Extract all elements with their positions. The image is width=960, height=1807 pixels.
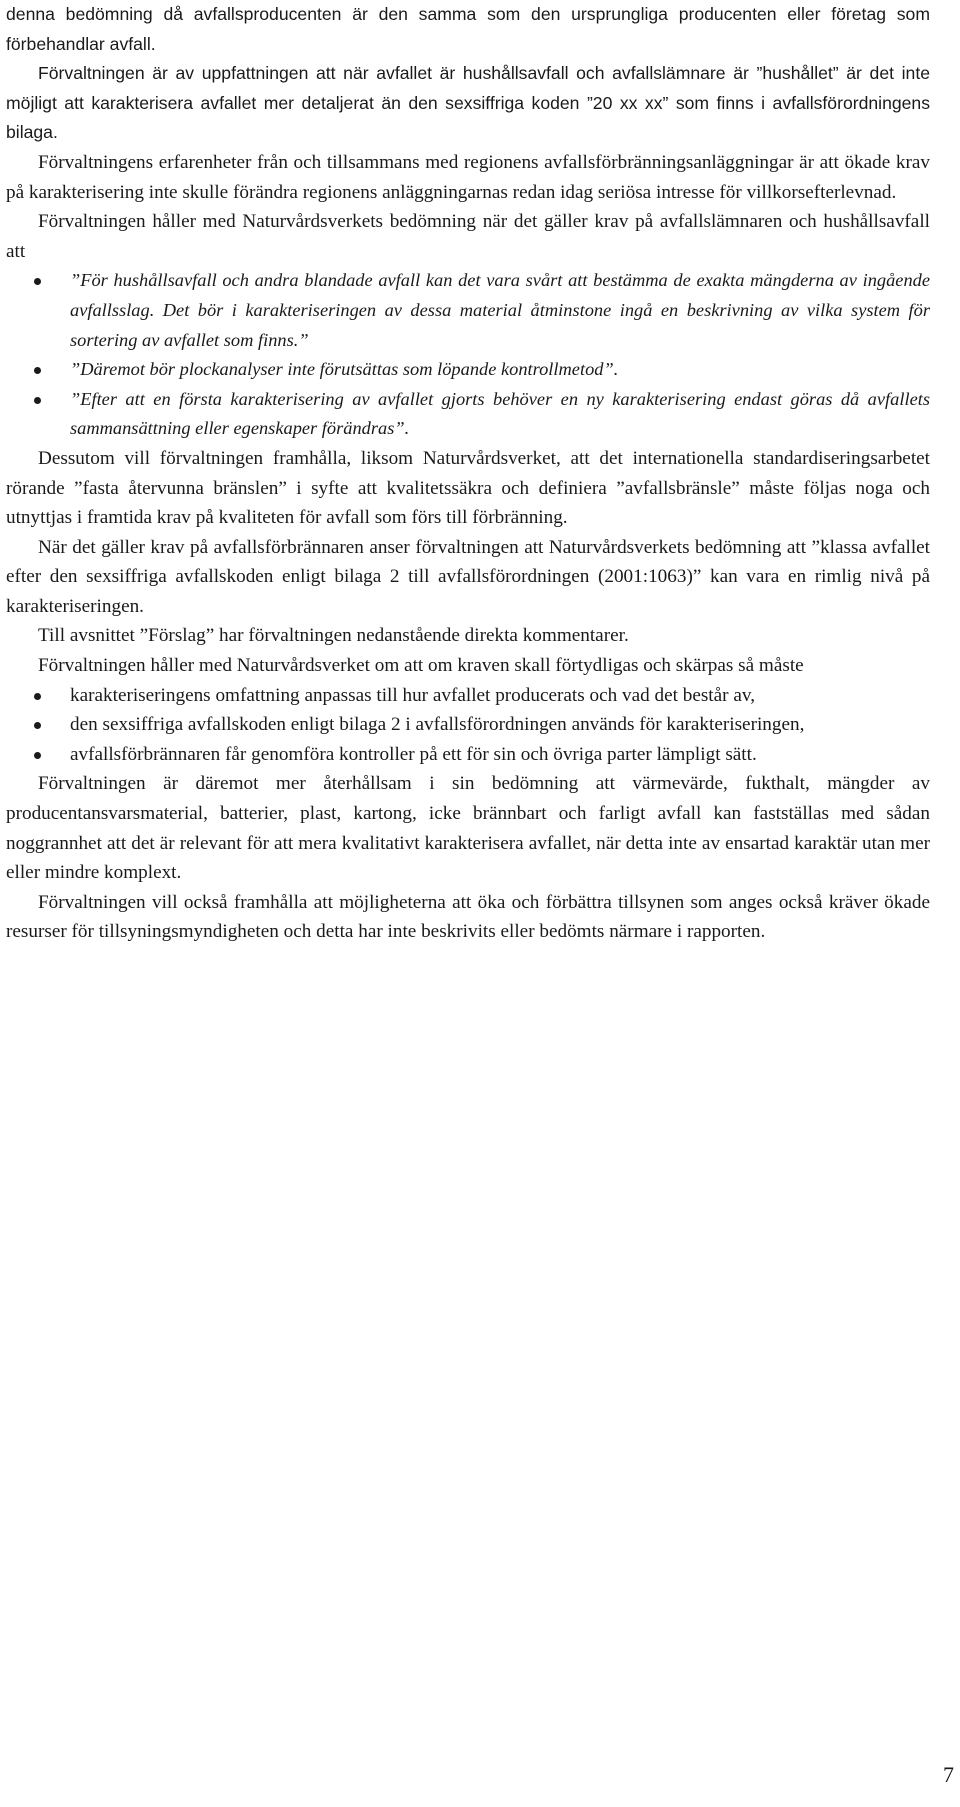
page-number: 7 (943, 1762, 954, 1787)
list-item-text: karakteriseringens omfattning anpassas till hur avfallet producerats och vad det består av, (70, 684, 755, 706)
bullet-icon (34, 722, 41, 729)
bullet-icon (34, 278, 41, 285)
bullet-icon (34, 693, 41, 700)
paragraph-supervision: Förvaltningen vill också framhålla att möjligheterna att öka och förbättra tillsynen som anges också kräver ökade resurser för tillsyningsmyndigheten och detta har inte beskrivits eller bedömts närmare i rapporten. (6, 891, 930, 943)
bullet-icon (34, 367, 41, 374)
paragraph-incinerator: När det gäller krav på avfallsförbrännaren anser förvaltningen att Naturvårdsverkets bedömning att ”klassa avfallet efter den sexsiffriga avfallskoden enligt bilaga 2 till avfallsförordningen (2001:1063)” kan vara en rimlig nivå på karakteriseringen. (6, 536, 930, 617)
list-item (6, 385, 930, 444)
list-item-text: ”För hushållsavfall och andra blandade avfall kan det vara svårt att bestämma de exakta mängderna av ingående avfallsslag. Det bör i karakteriseringen av dessa material åtminstone ingå en beskrivning av vilka system för sortering av avfallet som finns.” (70, 270, 930, 350)
list-item (6, 681, 930, 711)
bullet-icon (34, 397, 41, 404)
paragraph-requirements: Förvaltningen håller med Naturvårdsverket om att om kraven skall förtydligas och skärpas så måste (38, 655, 804, 677)
list-item (6, 355, 930, 385)
paragraph-standardisation: Dessutom vill förvaltningen framhålla, liksom Naturvårdsverket, att det internationella standardiseringsarbetet rörande ”fasta återvunna bränslen” i syfte att kvalitetssäkra och definiera ”avfallsbränsle” måste följas noga och utnyttjas i framtida krav på kvaliteten för avfall som förs till förbränning. (6, 447, 930, 529)
list-item (6, 266, 930, 355)
bullet-icon (34, 752, 41, 759)
paragraph-agreement: Förvaltningen håller med Naturvårdsverkets bedömning när det gäller krav på avfallslämnaren och hushållsavfall att (6, 211, 930, 262)
paragraph-restraint: Förvaltningen är däremot mer återhållsam i sin bedömning att värmevärde, fukthalt, mängder av producentansvarsmaterial, batterier, plast, kartong, icke brännbart och farligt avfall kan fastställas med sådan noggrannhet att det är relevant för att mera kvalitativt karakterisera avfallet, när detta inte av ensartad karaktär utan mer eller mindre komplext. (6, 773, 930, 884)
quote-bullet-list (6, 266, 930, 444)
document-body (6, 0, 930, 947)
paragraph-section-comments: Till avsnittet ”Förslag” har förvaltningen nedanstående direkta kommentarer. (38, 625, 629, 647)
list-item (6, 740, 930, 770)
paragraph-intro-continuation: denna bedömning då avfallsproducenten är den samma som den ursprungliga producenten eller företag som förbehandlar avfall. (6, 4, 930, 54)
paragraph-experiences: Förvaltningens erfarenheter från och tillsammans med regionens avfallsförbränningsanläggningar är att ökade krav på karakterisering inte skulle förändra regionens anläggningarnas redan idag seriösa intresse för villkorsefterlevnad. (6, 151, 930, 203)
list-item-text: ”Däremot bör plockanalyser inte förutsättas som löpande kontrollmetod”. (70, 359, 619, 380)
list-item-text: ”Efter att en första karakterisering av avfallet gjorts behöver en ny karakterisering endast göras då avfallets sammansättning eller egenskaper förändras”. (70, 388, 930, 439)
requirements-bullet-list (6, 681, 930, 770)
list-item (6, 710, 930, 740)
list-item-text: den sexsiffriga avfallskoden enligt bilaga 2 i avfallsförordningen används för karakteriseringen, (70, 714, 805, 736)
paragraph-household-waste: Förvaltningen är av uppfattningen att när avfallet är hushållsavfall och avfallslämnare är ”hushållet” är det inte möjligt att karakterisera avfallet mer detaljerat än den sexsiffriga koden ”20 xx xx” som finns i avfallsförordningens bilaga. (6, 63, 930, 143)
list-item-text: avfallsförbrännaren får genomföra kontroller på ett för sin och övriga parter lämpligt sätt. (70, 743, 757, 765)
